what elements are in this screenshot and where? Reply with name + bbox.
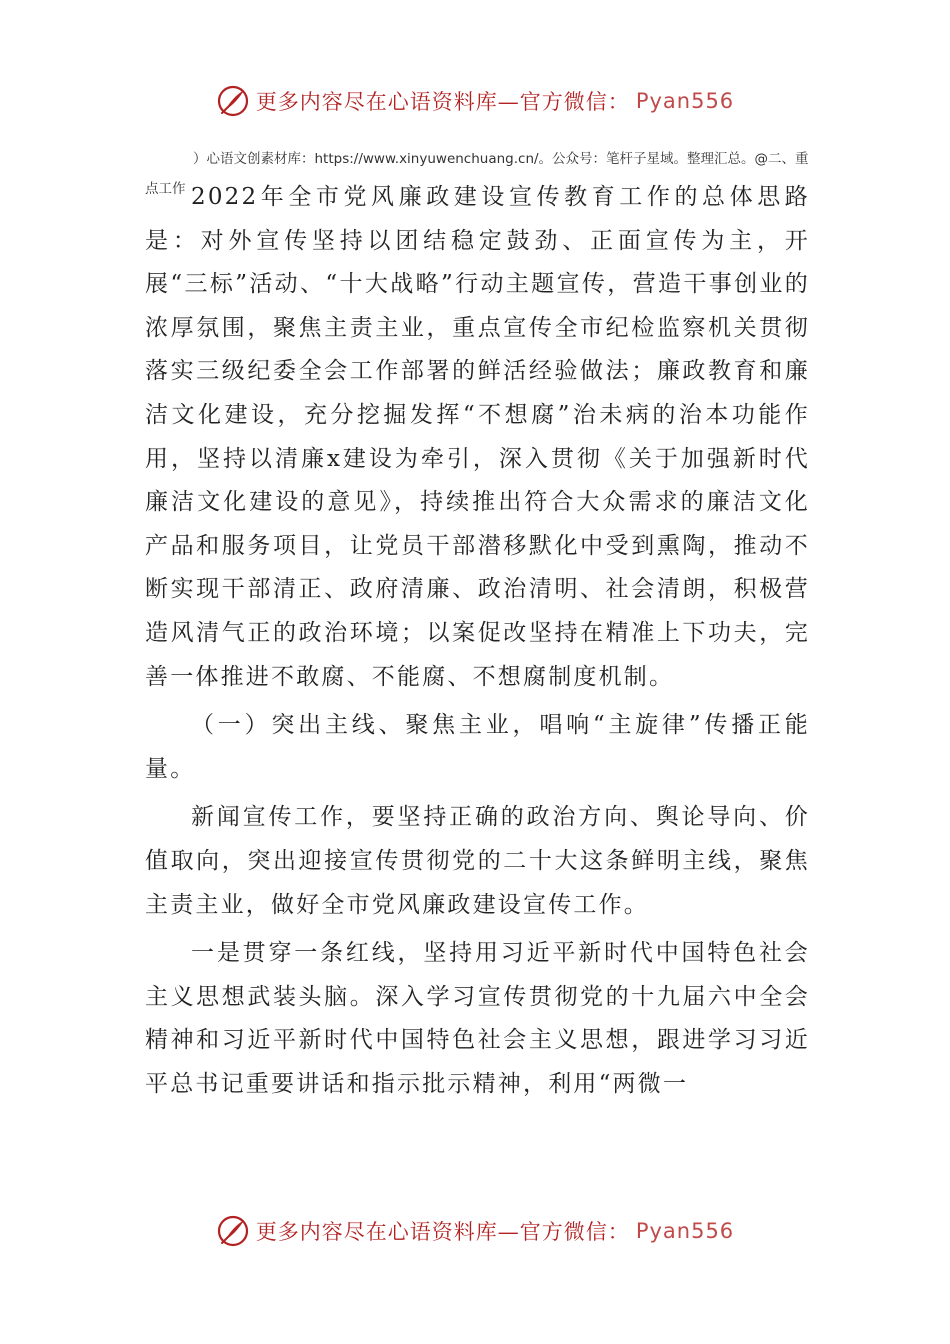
watermark-handle: Pyan556 [635, 89, 735, 113]
paragraph-summary: 2022年全市党风廉政建设宣传教育工作的总体思路是：对外宣传坚持以团结稳定鼓劲、正面宣传为主，开展“三标”活动、“十大战略”行动主题宣传，营造干事创业的浓厚氛围，聚焦主责主业，重点宣传全市纪检监察机关贯彻落实三级纪委全会工作部署的鲜活经验做法；廉政教育和廉洁文化建设，充分挖掘发挥“不想腐”治未病的治本功能作用，坚持以清廉x建设为牵引，深入贯彻《关于加强新时代廉洁文化建设的意见》，持续推出符合大众需求的廉洁文化产品和服务项目，让党员干部潜移默化中受到熏陶，推动不断实现干部清正、政府清廉、政治清明、社会清朗，积极营造风清气正的政治环境；以案促改坚持在精准上下功夫，完善一体推进不敢腐、不能腐、不想腐制度机制。 [145, 184, 810, 690]
watermark-header [0, 84, 950, 118]
feather-pen-logo-icon [216, 84, 250, 118]
section-heading: （一）突出主线、聚焦主业，唱响“主旋律”传播正能量。 [145, 712, 810, 782]
watermark-footer [0, 1214, 950, 1248]
document-body [145, 176, 810, 1111]
watermark-text: 更多内容尽在心语资料库—官方微信： [255, 90, 630, 114]
paragraph-red-line: 一是贯穿一条红线，坚持用习近平新时代中国特色社会主义思想武装头脑。深入学习宣传贯彻党的十九届六中全会精神和习近平新时代中国特色社会主义思想，跟进学习习近平总书记重要讲话和指示批示精神，利用“两微一 [145, 940, 810, 1097]
source-line: ）心语文创素材库：https://www.xinyuwenchuang.cn/。公众号：笔杆子星域。整理汇总。@二、重点工作 [145, 151, 809, 197]
watermark-text: 更多内容尽在心语资料库—官方微信： [255, 1220, 630, 1244]
watermark-handle: Pyan556 [635, 1219, 735, 1243]
feather-pen-logo-icon [216, 1214, 250, 1248]
paragraph-news: 新闻宣传工作，要坚持正确的政治方向、舆论导向、价值取向，突出迎接宣传贯彻党的二十大这条鲜明主线，聚焦主责主业，做好全市党风廉政建设宣传工作。 [145, 804, 810, 918]
